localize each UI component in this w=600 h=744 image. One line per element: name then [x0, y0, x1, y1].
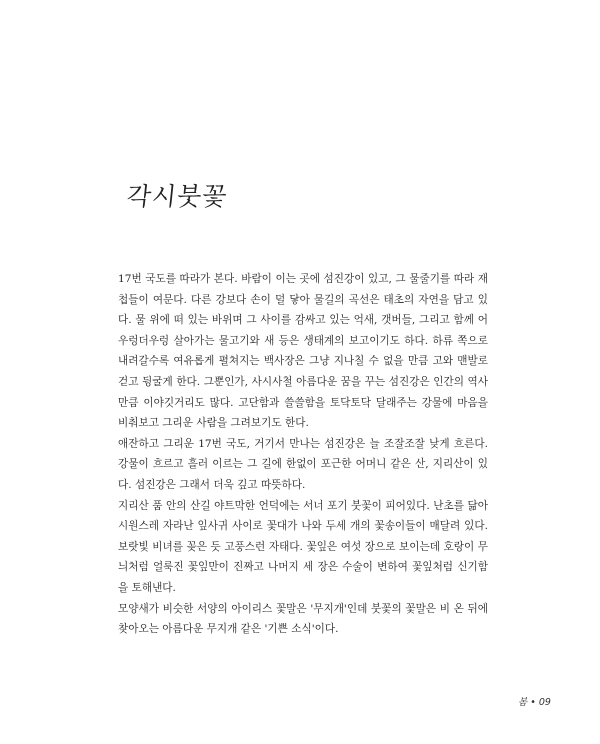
page-number: 봄 • 09	[518, 697, 551, 708]
paragraph-2: 애잔하고 그리운 17번 국도, 거기서 만나는 섬진강은 늘 조잘조잘 낮게 흐른다. 강물이 흐르고 흘러 이르는 그 길에 한없이 포근한 어머니 같은 산, 지리산이 있다. 섬진강은 그래서 더욱 깊고 따뜻하다.	[118, 437, 488, 491]
chapter-title: 각시붓꽃	[125, 181, 229, 211]
body-text	[118, 269, 488, 640]
paragraph-4: 모양새가 비슷한 서양의 아이리스 꽃말은 '무지개'인데 붓꽃의 꽃말은 비 온 뒤에 찾아오는 아름다운 무지개 같은 '기쁜 소식'이다.	[118, 602, 488, 636]
paragraph-1: 17번 국도를 따라가 본다. 바람이 이는 곳에 섬진강이 있고, 그 물줄기를 따라 재첩들이 여문다. 다른 강보다 손이 덜 닿아 물길의 곡선은 태초의 자연을 담고 있다. 물 위에 떠 있는 바위며 그 사이를 감싸고 있는 억새, 갯버들, 그리고 함께 어우렁더우렁 살아가는 물고기와 새 등은 생태계의 보고이기도 하다. 하류 쪽으로 내려갈수록 여유롭게 펼쳐지는 백사장은 그냥 지나칠 수 없을 만큼 고와 맨발로 걷고 뒹굴게 한다. 그뿐인가, 사시사철 아름다운 꿈을 꾸는 섬진강은 인간의 역사만큼 이야깃거리도 많다. 고단함과 쓸쓸함을 토닥토닥 달래주는 강물에 마음을 비춰보고 그리운 사람을 그려보기도 한다.	[118, 273, 488, 430]
paragraph-3: 지리산 품 안의 산길 야트막한 언덕에는 서너 포기 붓꽃이 피어있다. 난초를 닮아 시원스레 자라난 잎사귀 사이로 꽃대가 나와 두세 개의 꽃송이들이 매달려 있다. 보랏빛 비녀를 꽂은 듯 고풍스런 자태다. 꽃잎은 여섯 장으로 보이는데 호랑이 무늬처럼 얼룩진 꽃잎만이 진짜고 나머지 세 장은 수술이 변하여 꽃잎처럼 신기함을 토해낸다.	[118, 499, 488, 594]
